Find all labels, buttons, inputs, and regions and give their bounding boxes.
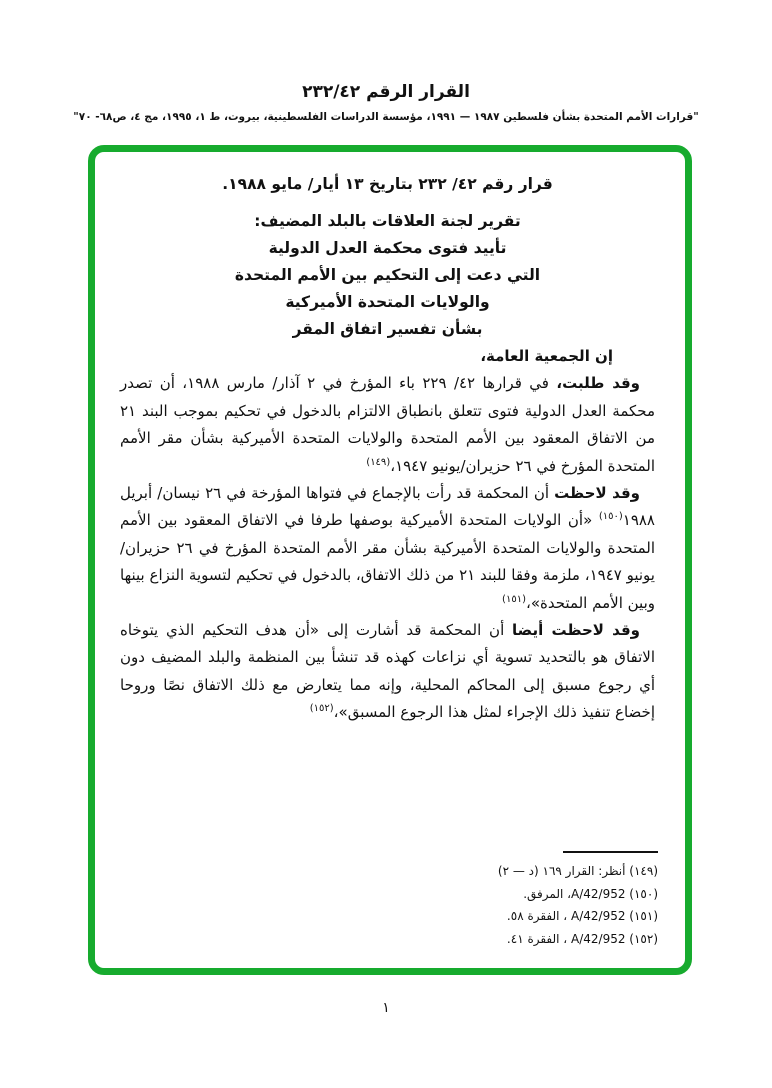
text-run: في قرارها ٤٢/ ٢٢٩ باء المؤرخ في ٢ آذار/ مارس ١٩٨٨، أن تصدر محكمة العدل الدولية فتوى تتعلق بانطباق الالتزام بالدخول في تحكيم بموجب البند ٢١ من الاتفاق المعقود بين الأمم المتحدة والولايات المتحدة الأميركية بشأن مقر الأمم المتحدة المؤرخ في ٢٦ حزيران/يونيو ١٩٤٧، (120, 374, 655, 475)
page-number: ١ (382, 1000, 390, 1016)
text-run: أن المحكمة قد أشارت إلى «أن هدف التحكيم الذي يتوخاه الاتفاق هو بالتحديد تسوية أي نزاعات كهذه قد تنشأ بين المنظمة والبلد المضيف دون أي رجوع مسبق إلى المحاكم المحلية، وإنه مما يتعارض مع ذلك الاتفاق نصًا وروحا إخضاع تنفيذ ذلك الإجراء لمثل هذا الرجوع المسبق»، (120, 621, 655, 722)
text-run: وقد طلبت، (556, 374, 640, 393)
footnote-ref: (١٥٠) (598, 511, 623, 523)
footnotes-section (368, 851, 658, 950)
footnote-separator-rule (563, 851, 658, 853)
document-heading (120, 171, 655, 343)
footnote: (١٥١) A/42/952 ، الفقرة ٥٨. (506, 909, 658, 923)
footnote: (١٥٢) A/42/952 ، الفقرة ٤١. (506, 931, 658, 946)
footnote-ref: (١٥١) (502, 593, 526, 605)
document-heading-line: التي دعت إلى التحكيم بين الأمم المتحدة (234, 266, 541, 284)
document-heading-line: بشأن تفسير اتفاق المقر (292, 320, 483, 338)
document-heading-line: تأييد فتوى محكمة العدل الدولية (268, 239, 507, 257)
text-run: «أن الولايات المتحدة الأميركية بوصفها طرفا في الاتفاق المعقود بين الأمم المتحدة والولايات المتحدة الأميركية بشأن مقر الأمم المتحدة المؤرخ في ٢٦ حزيران/يونيو ١٩٤٧، ملزمة وفقا للبند ٢١ من ذلك الاتفاق، بالدخول في تحكيم لتسوية النزاع بينها وبين الأمم المتحدة»، (120, 511, 655, 612)
document-heading-line: قرار رقم ٤٢/ ٢٣٢ بتاريخ ١٣ أيار/ مايو ١٩٨٨. (222, 175, 553, 193)
text-run: وقد لاحظت (554, 484, 640, 503)
text-run: إن الجمعية العامة، (480, 347, 613, 365)
text-run: أن المحكمة قد رأت بالإجماع في فتواها المؤرخة في ٢٦ نيسان/ أبريل ١٩٨٨ (120, 484, 655, 530)
footnote: (١٥٠) A/42/952، المرفق. (523, 886, 658, 901)
footnote: (١٤٩) أنظر: القرار ١٦٩ (د — ٢) (497, 864, 658, 878)
document-paragraphs (120, 343, 655, 727)
document-paragraph (120, 480, 655, 617)
text-run: وقد لاحظت أيضا (512, 621, 640, 640)
footnote-ref: (١٥٢) (309, 703, 334, 715)
document-paragraph (120, 370, 655, 480)
document-heading-line: والولايات المتحدة الأميركية (285, 293, 490, 311)
source-citation: "قرارات الأمم المتحدة بشأن فلسطين ١٩٨٧ — ١٩٩١، مؤسسة الدراسات الفلسطينية، بيروت، ط ١، ١٩٩٥، مج ٤، ص٦٨- ٧٠" (73, 111, 699, 123)
resolution-number-title: القرار الرقم ٢٣٢/٤٢ (302, 82, 470, 102)
footnote-list (368, 860, 658, 950)
document-body (120, 171, 655, 727)
footnote-ref: (١٤٩) (366, 456, 391, 468)
page-header (0, 82, 772, 123)
document-heading-line: تقرير لجنة العلاقات بالبلد المضيف: (254, 212, 521, 230)
document-paragraph (120, 343, 655, 370)
document-paragraph (120, 617, 655, 727)
